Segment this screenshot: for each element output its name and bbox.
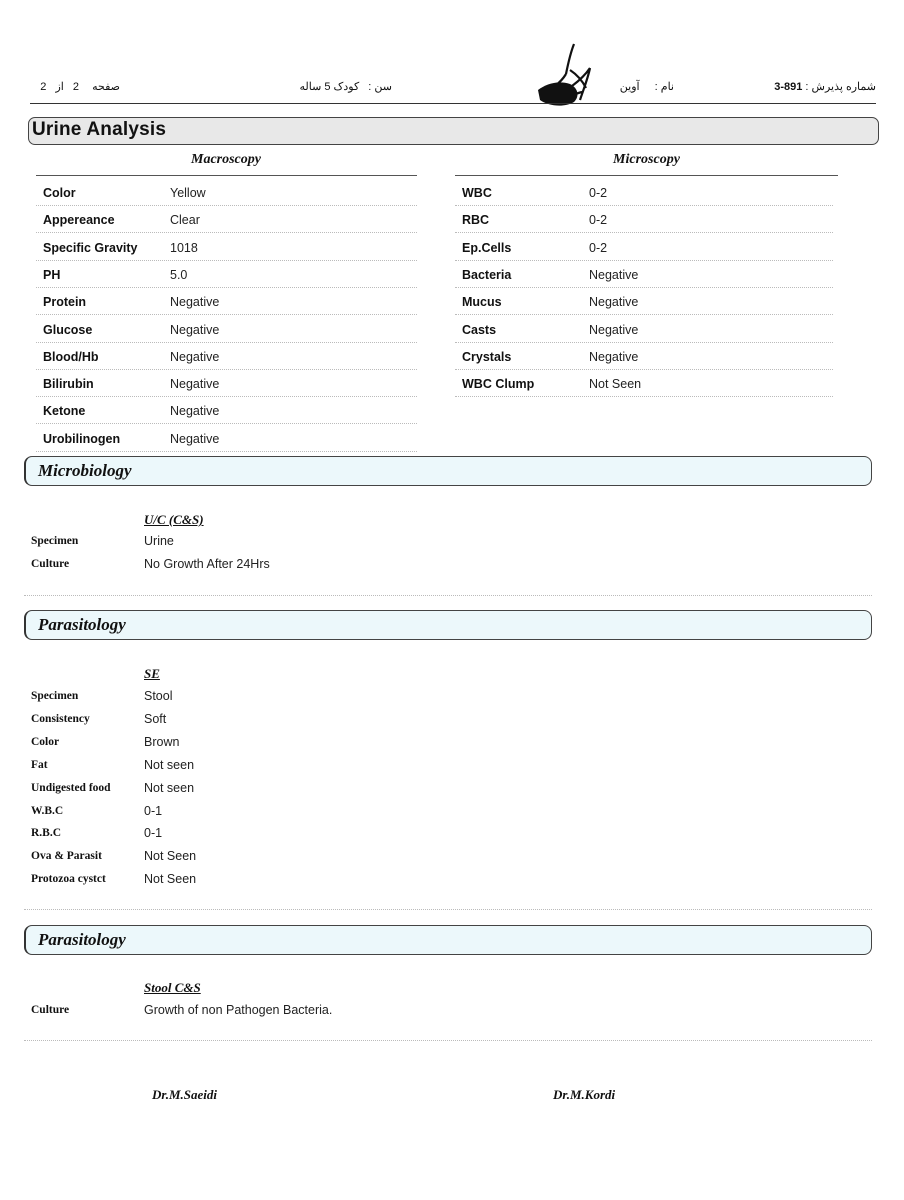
separator <box>24 909 872 910</box>
result-label: Undigested food <box>31 781 111 794</box>
test-label: WBC Clump <box>462 377 535 392</box>
result-row <box>36 233 417 261</box>
result-value: Not seen <box>144 757 195 772</box>
result-row <box>455 369 833 397</box>
result-value: 0-1 <box>144 803 163 818</box>
test-value: Negative <box>170 349 220 364</box>
test-value: Negative <box>170 431 220 446</box>
test-value: 5.0 <box>170 267 188 282</box>
test-label: Glucose <box>43 322 93 337</box>
result-value: Not seen <box>144 780 195 795</box>
page-indicator <box>40 80 120 93</box>
test-label: Urobilinogen <box>43 431 121 446</box>
test-label: Ep.Cells <box>462 240 512 255</box>
page-of: از <box>55 81 64 93</box>
result-row <box>36 424 417 452</box>
result-label: Culture <box>31 1004 70 1016</box>
microscopy-rule <box>455 175 838 176</box>
result-row <box>36 260 417 288</box>
result-row <box>455 205 833 233</box>
header-rule <box>30 103 876 104</box>
test-label: Crystals <box>462 349 512 364</box>
page-total: 2 <box>40 81 47 93</box>
result-row <box>455 178 833 206</box>
test-value: Negative <box>170 404 220 419</box>
result-value: Growth of non Pathogen Bacteria. <box>144 1003 333 1017</box>
stool-culture-test-name: Stool C&S <box>144 980 201 995</box>
parasitology-title: Parasitology <box>38 615 126 634</box>
signature-left: Dr.M.Saeidi <box>152 1087 218 1102</box>
result-label: Specimen <box>31 690 79 702</box>
result-row <box>36 369 417 397</box>
test-label: PH <box>43 267 61 282</box>
result-value: Stool <box>144 689 173 703</box>
result-label: Specimen <box>31 535 79 547</box>
microbiology-header <box>24 456 872 486</box>
test-label: Bilirubin <box>43 377 94 392</box>
microbiology-title: Microbiology <box>38 461 132 480</box>
parasitology-test-name: SE <box>144 666 160 681</box>
result-row <box>36 396 417 424</box>
page-label: صفحه <box>92 81 120 93</box>
test-label: Ketone <box>43 404 86 419</box>
result-row <box>36 178 417 206</box>
result-label: Protozoa cystct <box>31 873 106 886</box>
test-value: Negative <box>589 322 639 337</box>
test-value: Yellow <box>170 186 206 200</box>
test-value: Negative <box>170 377 220 392</box>
result-row <box>455 315 833 343</box>
test-value: Negative <box>589 267 639 282</box>
parasitology-header <box>24 610 872 640</box>
result-row <box>36 315 417 343</box>
age-label: سن : <box>368 81 392 93</box>
test-label: Blood/Hb <box>43 349 99 364</box>
microscopy-title: Microscopy <box>613 152 680 167</box>
name-label: نام : <box>654 81 674 93</box>
test-value: 1018 <box>170 240 198 255</box>
result-label: Ova & Parasit <box>31 850 102 863</box>
test-label: Specific Gravity <box>43 240 138 255</box>
test-label: WBC <box>462 186 492 200</box>
parasitology-title-2: Parasitology <box>38 930 126 949</box>
separator <box>24 595 872 596</box>
result-value: No Growth After 24Hrs <box>144 556 270 571</box>
test-value: 0-2 <box>589 213 608 228</box>
test-label: Casts <box>462 322 497 337</box>
patient-age <box>300 80 393 93</box>
result-label: Culture <box>31 557 70 570</box>
signature-right: Dr.M.Kordi <box>553 1087 616 1102</box>
microbiology-test-name: U/C (C&S) <box>144 512 204 527</box>
test-label: RBC <box>462 213 490 228</box>
test-value: Negative <box>170 322 220 337</box>
admission-label: شماره پذیرش : <box>805 81 876 93</box>
urine-analysis-title: Urine Analysis <box>32 119 167 140</box>
admission-value: 3-891 <box>774 81 803 93</box>
result-label: Color <box>31 735 60 748</box>
test-value: Clear <box>170 213 200 228</box>
result-row <box>455 260 833 288</box>
result-row <box>455 287 833 315</box>
macroscopy-title: Macroscopy <box>191 152 261 167</box>
result-row <box>36 205 417 233</box>
parasitology-header-2 <box>24 925 872 955</box>
test-value: Negative <box>589 349 639 364</box>
age-value: کودک 5 ساله <box>299 81 360 93</box>
page-current: 2 <box>72 81 80 93</box>
result-row <box>455 342 833 370</box>
admission-number <box>774 80 876 93</box>
result-row <box>455 233 833 261</box>
test-label: Color <box>43 186 76 200</box>
urine-analysis-header <box>28 117 879 145</box>
result-label: Consistency <box>31 712 90 725</box>
test-value: Not Seen <box>589 377 642 392</box>
name-value: آوین <box>619 81 640 93</box>
result-value: Urine <box>144 534 174 548</box>
result-row <box>36 287 417 315</box>
result-value: Not Seen <box>144 849 197 864</box>
test-label: Mucus <box>462 295 502 310</box>
result-value: Not Seen <box>144 872 197 887</box>
patient-name <box>620 80 674 93</box>
result-label: W.B.C <box>31 804 64 817</box>
separator <box>24 1040 872 1041</box>
result-value: Soft <box>144 711 167 726</box>
result-label: Fat <box>31 758 48 771</box>
test-value: 0-2 <box>589 240 608 255</box>
result-value: Brown <box>144 734 180 749</box>
result-value: 0-1 <box>144 826 163 841</box>
test-label: Protein <box>43 295 87 310</box>
test-value: Negative <box>170 295 220 310</box>
test-value: 0-2 <box>589 186 608 200</box>
test-value: Negative <box>589 295 639 310</box>
result-label: R.B.C <box>31 827 62 840</box>
result-row <box>36 342 417 370</box>
macroscopy-rule <box>36 175 417 176</box>
test-label: Bacteria <box>462 267 512 282</box>
test-label: Appereance <box>43 213 115 228</box>
